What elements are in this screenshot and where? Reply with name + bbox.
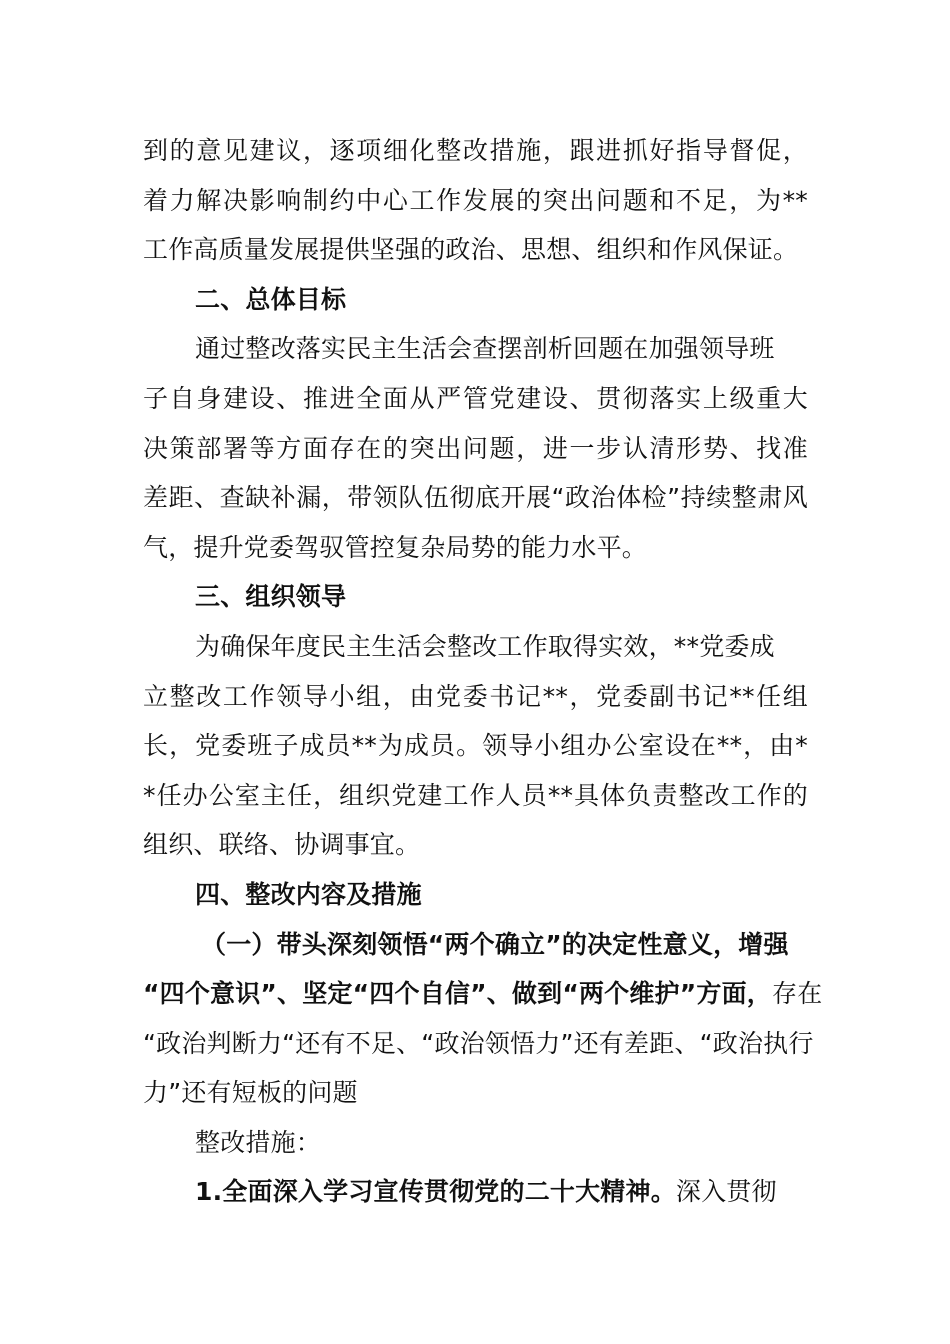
org-line-1: 为确保年度民主生活会整改工作取得实效，**党委成 — [195, 631, 775, 661]
org-line-3: 长，党委班子成员**为成员。领导小组办公室设在**，由* — [143, 731, 808, 761]
heading-overall-goal: 二、总体目标 — [195, 284, 347, 314]
sub1-line-3: “政治判断力“还有不足、“政治领悟力”还有差距、“政治执行 — [143, 1028, 814, 1058]
org-line-5: 组织、联络、协调事宜。 — [143, 830, 421, 860]
document-body — [143, 126, 823, 1217]
goal-line-2: 子自身建设、推进全面从严管党建设、贯彻落实上级重大 — [143, 383, 808, 413]
intro-line-2: 着力解决影响制约中心工作发展的突出问题和不足，为** — [143, 185, 808, 215]
measures-label: 整改措施： — [195, 1127, 322, 1157]
intro-line-3: 工作高质量发展提供坚强的政治、思想、组织和作风保证。 — [143, 235, 799, 265]
sub1-line-2 — [143, 969, 823, 1019]
goal-line-5: 气，提升党委驾驭管控复杂局势的能力水平。 — [143, 532, 648, 562]
heading-organization: 三、组织领导 — [195, 582, 347, 612]
org-line-2: 立整改工作领导小组，由党委书记**，党委副书记**任组 — [143, 681, 808, 711]
sub1-line-4: 力”还有短板的问题 — [143, 1078, 358, 1108]
goal-line-1: 通过整改落实民主生活会查摆剖析回题在加强领导班 — [195, 334, 775, 364]
intro-line-1: 到的意见建议，逐项细化整改措施，跟进抓好指导督促， — [143, 136, 808, 165]
item1-line — [143, 1167, 808, 1217]
org-line-4: *任办公室主任，组织党建工作人员**具体负责整改工作的 — [143, 780, 808, 810]
goal-line-3: 决策部署等方面存在的突出问题，进一步认清形势、找准 — [143, 433, 808, 463]
heading-rectification: 四、整改内容及措施 — [195, 879, 422, 909]
sub1-line-2-bold: “四个意识”、坚定“四个自信”、做到“两个维护”方面， — [143, 979, 772, 1009]
item1-tail: 深入贯彻 — [675, 1177, 777, 1207]
sub1-line-1: （一）带头深刻领悟“两个确立”的决定性意义，增强 — [201, 929, 789, 959]
sub1-line-2-tail: 存在 — [772, 979, 823, 1009]
item1-heading: 1.全面深入学习宣传贯彻党的二十大精神。 — [195, 1177, 676, 1207]
goal-line-4: 差距、查缺补漏，带领队伍彻底开展“政治体检”持续整肃风 — [143, 483, 808, 513]
